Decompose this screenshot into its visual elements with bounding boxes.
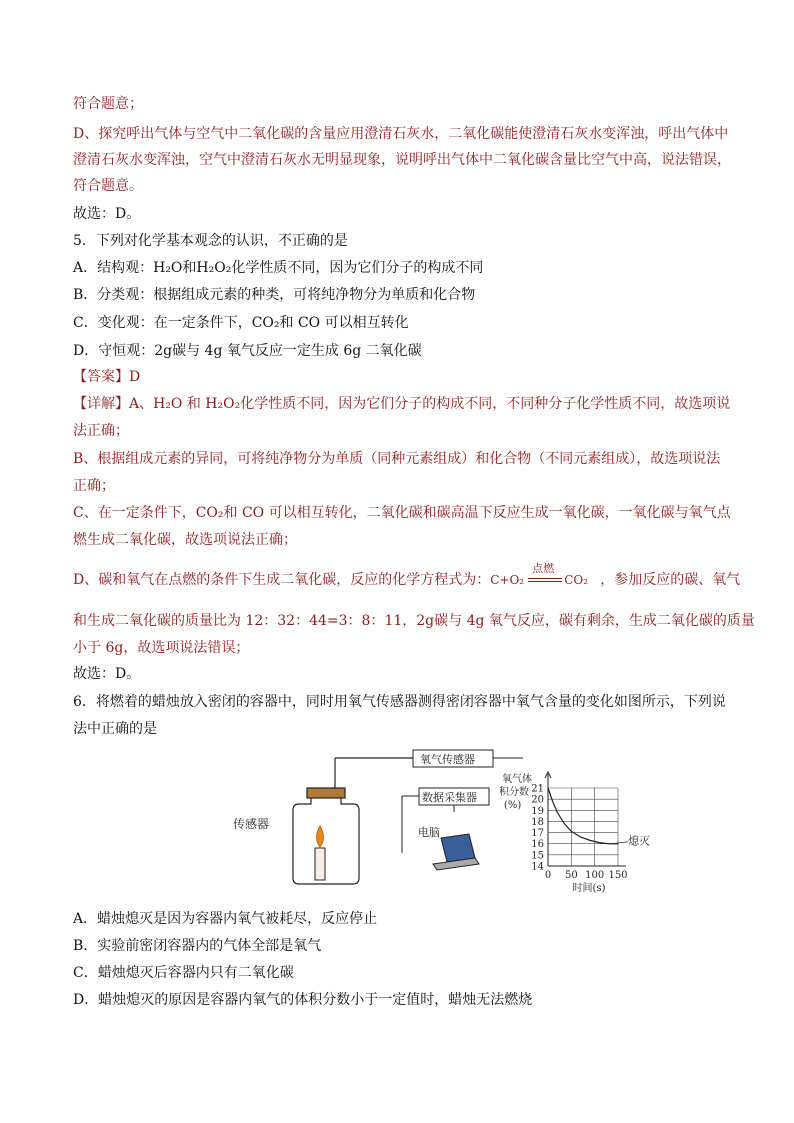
chart-ylabel-line3: (%) <box>504 800 522 811</box>
chart-x-tick-label: 50 <box>564 870 578 881</box>
chart-ylabel-line2: 积分数 <box>499 787 529 798</box>
chart-y-tick-label: 17 <box>531 828 544 840</box>
text-line: 故选：D。 <box>73 206 141 222</box>
text-line: B．分类观：根据组成元素的种类，可将纯净物分为单质和化合物 <box>73 287 476 303</box>
computer-label: 电脑 <box>418 826 440 839</box>
chart-y-tick-label: 19 <box>531 805 544 817</box>
answer-option: C．蜡烛熄灭后容器内只有二氧化碳 <box>73 965 294 981</box>
chart-y-tick-label: 16 <box>531 839 544 851</box>
text-line: 小于 6g，故选项说法错误； <box>73 640 250 656</box>
text-line: 澄清石灰水变浑浊，空气中澄清石灰水无明显现象，说明呼出气体中二氧化碳含量比空气中高，说法错误， <box>73 152 731 168</box>
equation-rhs: CO₂ <box>564 573 589 587</box>
bottle <box>293 758 413 884</box>
equation-bar-lower <box>528 581 562 582</box>
chart-x-tick-label: 150 <box>608 870 628 881</box>
text-line: 和生成二氧化碳的质量比为 12：32：44=3：8：11，2g碳与 4g 氧气反应，碳有剩余，生成二氧化碳的质量 <box>73 613 755 629</box>
answer-option: D．蜡烛熄灭的原因是容器内氧气的体积分数小于一定值时，蜡烛无法燃烧 <box>73 992 533 1008</box>
equation-suffix: ，参加反应的碳、氧气 <box>600 572 741 588</box>
chart-x-tick-label: 0 <box>544 870 552 881</box>
chart-annotation: 熄灭 <box>628 834 650 848</box>
bottle-label: 传感器 <box>233 817 270 831</box>
text-line: A．结构观：H₂O和H₂O₂化学性质不同，因为它们分子的构成不同 <box>73 260 484 276</box>
chart-annotation-leader <box>612 842 628 844</box>
text-line: D、探究呼出气体与空气中二氧化碳的含量应用澄清石灰水，二氧化碳能使澄清石灰水变浑浊，呼出气体中 <box>73 126 729 142</box>
text-line: C．变化观：在一定条件下，CO₂和 CO 可以相互转化 <box>73 315 409 331</box>
text-line: D．守恒观：2g碳与 4g 氧气反应一定生成 6g 二氧化碳 <box>73 343 422 359</box>
laptop-icon <box>433 834 479 870</box>
chart-y-tick-label: 20 <box>531 794 544 806</box>
answer-option: B．实验前密闭容器内的气体全部是氧气 <box>73 938 322 954</box>
text-line: 【答案】D <box>73 369 141 385</box>
candle <box>315 826 325 880</box>
equation-bar <box>528 578 562 579</box>
equation-line <box>73 562 741 590</box>
text-line: 法中正确的是 <box>73 721 157 737</box>
text-line: 【详解】A、H₂O 和 H₂O₂化学性质不同，因为它们分子的构成不同，不同种分子化学性质不同，故选项说 <box>73 396 731 412</box>
equation-prefix: D、碳和氧气在点燃的条件下生成二氧化碳，反应的化学方程式为： <box>73 572 491 588</box>
equation-lhs: C+O₂ <box>490 573 525 587</box>
text-line: 法正确； <box>73 423 129 439</box>
experiment-figure <box>223 748 783 898</box>
text-line: 符合题意； <box>73 96 143 112</box>
chart-y-tick-label: 18 <box>531 816 544 828</box>
text-line: B、根据组成元素的异同，可将纯净物分为单质（同种元素组成）和化合物（不同元素组成），故选项说法 <box>73 451 721 467</box>
chart-series-line <box>548 788 618 844</box>
text-line: 故选：D。 <box>73 666 141 682</box>
chart-y-tick-label: 14 <box>531 861 544 873</box>
data-collector-label: 数据采集器 <box>422 791 477 804</box>
answer-option: A．蜡烛熄灭是因为容器内氧气被耗尽，反应停止 <box>73 911 378 927</box>
text-line: C、在一定条件下，CO₂和 CO 可以相互转化，二氧化碳和碳高温下反应生成一氧化碳，一氧化碳与氧气点 <box>73 505 731 521</box>
equation-condition: 点燃 <box>532 562 555 575</box>
text-line: 6．将燃着的蜡烛放入密闭的容器中，同时用氧气传感器测得密闭容器中氧气含量的变化如图所示，下列说 <box>73 694 726 710</box>
text-line: 符合题意。 <box>73 178 143 194</box>
oxygen-chart <box>531 772 650 894</box>
oxygen-sensor-label: 氧气传感器 <box>420 753 475 766</box>
chemical-equation <box>490 562 600 590</box>
text-line: 燃生成二氧化碳，故选项说法正确； <box>73 532 297 548</box>
text-line: 5．下列对化学基本观念的认识，不正确的是 <box>73 233 348 249</box>
chart-x-tick-label: 100 <box>585 870 605 881</box>
chart-x-label: 时间(s) <box>572 883 606 894</box>
chart-ylabel-line1: 氧气体 <box>502 774 532 785</box>
chart-y-tick-label: 15 <box>531 850 544 862</box>
text-line: 正确； <box>73 478 115 494</box>
chart-y-tick-label: 21 <box>531 783 544 795</box>
